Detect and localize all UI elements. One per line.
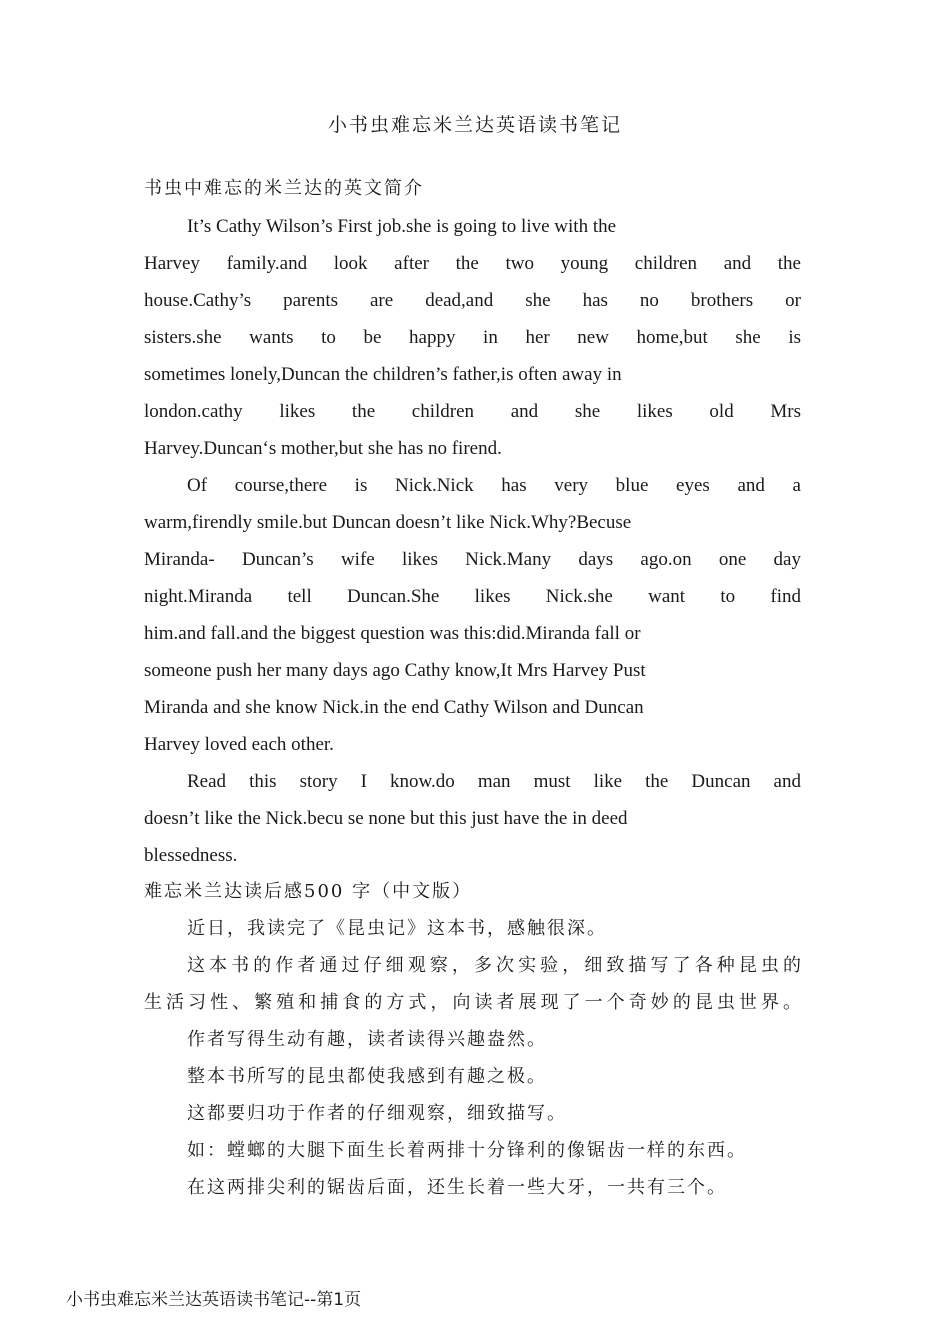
paragraph-line: him.and fall.and the biggest question was this:did.Miranda fall or xyxy=(144,623,641,644)
paragraph-line: Miranda and she know Nick.in the end Cathy Wilson and Duncan xyxy=(144,697,644,718)
section-heading-english-summary: 书虫中难忘的米兰达的英文简介 xyxy=(144,178,424,199)
page-footer: 小书虫难忘米兰达英语读书笔记--第1页 xyxy=(66,1290,362,1310)
paragraph-line: It’s Cathy Wilson’s First job.she is going to live with the xyxy=(187,216,617,237)
paragraph-line: doesn’t like the Nick.becu se none but this just have the in deed xyxy=(144,808,628,829)
paragraph-line: someone push her many days ago Cathy know,It Mrs Harvey Pust xyxy=(144,660,646,681)
paragraph-line: Read this story I know.do man must like the Duncan and xyxy=(187,771,801,792)
paragraph-line: sisters.she wants to be happy in her new home,but she is xyxy=(144,327,801,348)
paragraph-line: blessedness. xyxy=(144,845,238,866)
paragraph-line: 作者写得生动有趣，读者读得兴趣盎然。 xyxy=(187,1029,547,1050)
paragraph-line: london.cathy likes the children and she likes old Mrs xyxy=(144,401,801,422)
paragraph-line: Harvey family.and look after the two young children and the xyxy=(144,253,801,274)
paragraph-line: 近日，我读完了《昆虫记》这本书，感触很深。 xyxy=(187,918,607,939)
paragraph-line: Harvey loved each other. xyxy=(144,734,334,755)
paragraph-line: 生活习性、繁殖和捕食的方式，向读者展现了一个奇妙的昆虫世界。 xyxy=(144,992,801,1013)
paragraph-line: 在这两排尖利的锯齿后面，还生长着一些大牙，一共有三个。 xyxy=(187,1177,727,1198)
paragraph-line: Of course,there is Nick.Nick has very blue eyes and a xyxy=(187,475,801,496)
section-heading-chinese-review: 难忘米兰达读后感500 字（中文版） xyxy=(144,881,473,902)
paragraph-line: Miranda- Duncan’s wife likes Nick.Many days ago.on one day xyxy=(144,549,801,570)
paragraph-line: 这本书的作者通过仔细观察，多次实验，细致描写了各种昆虫的 xyxy=(187,955,801,976)
paragraph-line: 这都要归功于作者的仔细观察，细致描写。 xyxy=(187,1103,567,1124)
paragraph-line: 如：螳螂的大腿下面生长着两排十分锋利的像锯齿一样的东西。 xyxy=(187,1140,747,1161)
paragraph-line: Harvey.Duncan‘s mother,but she has no firend. xyxy=(144,438,502,459)
paragraph-line: house.Cathy’s parents are dead,and she has no brothers or xyxy=(144,290,801,311)
document-title: 小书虫难忘米兰达英语读书笔记 xyxy=(327,114,622,136)
paragraph-line: warm,firendly smile.but Duncan doesn’t like Nick.Why?Becuse xyxy=(144,512,632,533)
paragraph-line: night.Miranda tell Duncan.She likes Nick.she want to find xyxy=(144,586,801,607)
paragraph-line: sometimes lonely,Duncan the children’s father,is often away in xyxy=(144,364,622,385)
paragraph-line: 整本书所写的昆虫都使我感到有趣之极。 xyxy=(187,1066,547,1087)
